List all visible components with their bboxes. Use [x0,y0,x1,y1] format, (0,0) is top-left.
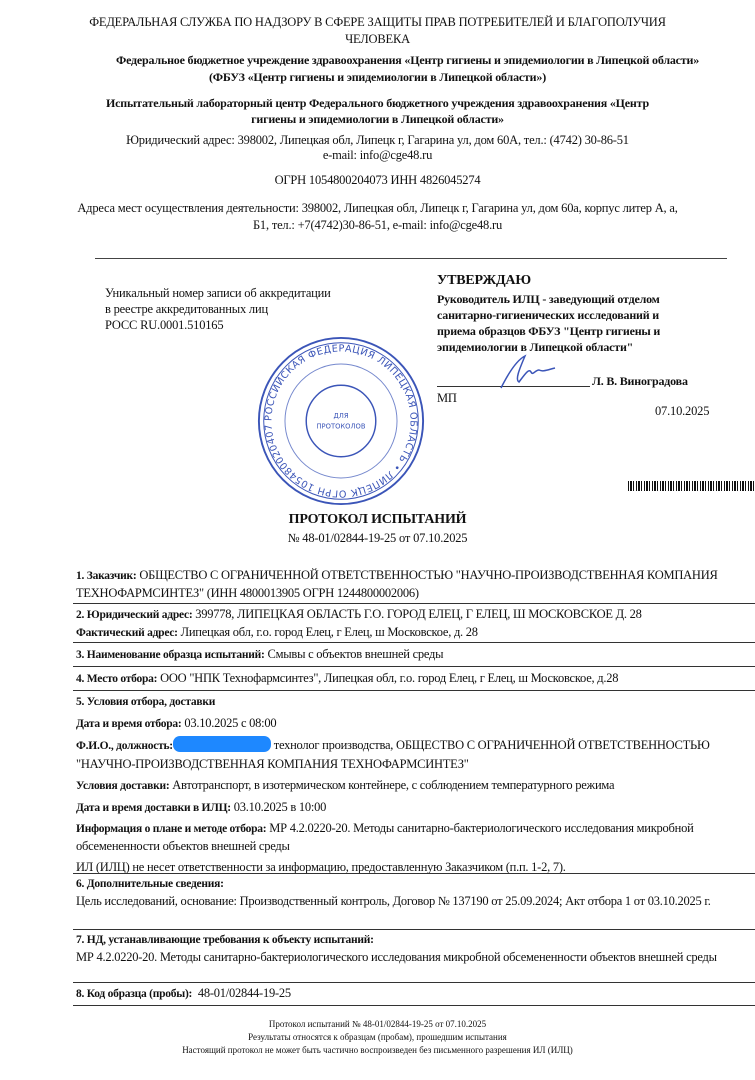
section-customer [76,567,736,602]
divider [73,1005,755,1006]
approval-line-1: Руководитель ИЛЦ - заведующий отделом [437,292,660,306]
footer-line-3: Настоящий протокол не может быть частично воспроизведен без письменного разрешения ИЛ (ИЛЦ) [182,1045,573,1055]
method-label: Информация о плане и методе отбора: [76,823,267,835]
legal-address-value: 399778, ЛИПЕЦКАЯ ОБЛАСТЬ Г.О. ГОРОД ЕЛЕЦ, Г ЕЛЕЦ, Ш МОСКОВСКОЕ Д. 28 [192,607,642,621]
additional-info-value: Цель исследований, основание: Производственный контроль, Договор № 137190 от 25.09.2024; Акт отбора 1 от 03.10.2025 г. [76,894,711,908]
divider [73,666,755,667]
sampling-place-label: 4. Место отбора: [76,673,158,685]
footer-line-1: Протокол испытаний № 48-01/02844-19-25 от 07.10.2025 [268,1019,487,1029]
redacted-name [173,736,271,752]
section-norms [76,932,736,966]
lab-line-1: Испытательный лабораторный центр Федерального бюджетного учреждения здравоохранения «Центр [106,96,649,110]
additional-info-label: 6. Дополнительные сведения: [76,878,224,890]
sample-name-value: Смывы с объектов внешней среды [264,647,444,661]
sampling-place-value: ООО "НПК Технофармсинтез", Липецкая обл, г.о. город Елец, г Елец, ш Московское, д.28 [157,671,619,685]
official-stamp [256,336,426,506]
person-label: Ф.И.О., должность: [76,740,173,752]
divider [73,982,755,983]
signature [495,352,565,397]
delivery-label: Условия доставки: [76,780,170,792]
delivery-date-value: 03.10.2025 в 10:00 [230,800,327,814]
disclaimer: ИЛ (ИЛЦ) не несет ответственности за информацию, предоставленную Заказчиком (п.п. 1-2, 7). [76,860,566,874]
divider [73,690,755,691]
divider [73,603,755,604]
email: e-mail: info@cge48.ru [322,148,433,162]
accreditation-block [105,285,331,333]
header-divider [95,258,727,259]
section-additional-info [76,876,736,910]
method-value: МР 4.2.0220-20. Методы санитарно-бактериологического исследования микробной обсемененности объектов внешней среды [76,821,694,853]
section-sample-name [76,646,736,664]
agency-line-1: ФЕДЕРАЛЬНАЯ СЛУЖБА ПО НАДЗОРУ В СФЕРЕ ЗАЩИТЫ ПРАВ ПОТРЕБИТЕЛЕЙ И БЛАГОПОЛУЧИЯ [89,15,666,29]
sample-code-label: 8. Код образца (пробы): [76,988,193,1000]
approval-line-4: эпидемиологии в Липецкой области" [437,340,634,354]
sample-name-label: 3. Наименование образца испытаний: [76,649,265,661]
customer-label: 1. Заказчик: [76,570,137,582]
approval-position [437,291,660,355]
accreditation-line-1: Уникальный номер записи об аккредитации [105,286,331,300]
sampling-date-value: 03.10.2025 с 08:00 [181,716,277,730]
approval-line-3: приема образцов ФБУЗ "Центр гигиены и [437,324,661,338]
approval-date: 07.10.2025 [655,404,710,418]
accreditation-number: РОСС RU.0001.510165 [105,318,224,332]
approval-title: УТВЕРЖДАЮ [437,273,531,288]
norms-label: 7. НД, устанавливающие требования к объекту испытаний: [76,934,374,946]
protocol-title: ПРОТОКОЛ ИСПЫТАНИЙ [288,512,467,527]
legal-address-label: 2. Юридический адрес: [76,609,193,621]
sample-code-value: 48-01/02844-19-25 [192,986,291,1000]
divider [73,642,755,643]
institution-line-1: Федеральное бюджетное учреждение здравоохранения «Центр гигиены и эпидемиологии в Липецкой области» [115,53,700,67]
norms-value: МР 4.2.0220-20. Методы санитарно-бактериологического исследования микробной обсемененности объектов внешней среды [76,950,717,964]
customer-value: ОБЩЕСТВО С ОГРАНИЧЕННОЙ ОТВЕТСТВЕННОСТЬЮ "НАУЧНО-ПРОИЗВОДСТВЕННАЯ КОМПАНИЯ ТЕХНОФАРМСИНТЕЗ" (ИНН 4800013905 ОГРН 1244800002006) [76,568,718,600]
stamp-center-line-1: ДЛЯ [333,412,349,421]
section-address [76,606,736,642]
approval-line-2: санитарно-гигиенических исследований и [437,308,659,322]
institution-line-2: (ФБУЗ «Центр гигиены и эпидемиологии в Липецкой области») [208,70,546,84]
actual-address-label: Фактический адрес: [76,627,178,639]
section-conditions [76,693,736,876]
delivery-date-label: Дата и время доставки в ИЛЦ: [76,802,231,814]
delivery-value: Автотранспорт, в изотермическом контейнере, с соблюдением температурного режима [169,778,615,792]
signer-name: Л. В. Виноградова [592,374,688,388]
agency-line-2: ЧЕЛОВЕКА [345,32,410,46]
barcode [628,481,755,491]
conditions-label: 5. Условия отбора, доставки [76,696,216,708]
legal-address: Юридический адрес: 398002, Липецкая обл, Липецк г, Гагарина ул, дом 60А, тел.: (4742) 30-86-51 [126,133,629,147]
activity-address-line-1: Адреса мест осуществления деятельности: 398002, Липецкая обл, Липецк г, Гагарина ул, дом 60а, корпус литер А, а, [77,201,678,215]
person-value: технолог производства, ОБЩЕСТВО С ОГРАНИЧЕННОЙ ОТВЕТСТВЕННОСТЬЮ "НАУЧНО-ПРОИЗВОДСТВЕННАЯ КОМПАНИЯ ТЕХНОФАРМСИНТЕЗ" [76,738,710,771]
stamp-center-line-2: ПРОТОКОЛОВ [316,422,366,431]
divider [73,929,755,930]
divider [73,873,755,874]
lab-line-2: гигиены и эпидемиологии в Липецкой области» [251,112,504,126]
accreditation-line-2: в реестре аккредитованных лиц [105,302,268,316]
section-sampling-place [76,670,736,688]
section-sample-code [76,985,736,1003]
actual-address-value: Липецкая обл, г.о. город Елец, г Елец, ш Московское, д. 28 [177,625,478,639]
protocol-number: № 48-01/02844-19-25 от 07.10.2025 [287,531,468,545]
ogrn-inn: ОГРН 1054800204073 ИНН 4826045274 [274,173,481,187]
stamp-outer-text: РОССИЙСКАЯ ФЕДЕРАЦИЯ ЛИПЕЦКАЯ ОБЛАСТЬ • ЛИПЕЦК ОГРН 105480020407 [263,343,419,499]
activity-address-line-2: Б1, тел.: +7(4742)30-86-51, e-mail: info@cge48.ru [252,218,503,232]
mp-label: МП [437,391,457,405]
footer-line-2: Результаты относятся к образцам (пробам), прошедшим испытания [248,1032,507,1042]
sampling-date-label: Дата и время отбора: [76,718,182,730]
